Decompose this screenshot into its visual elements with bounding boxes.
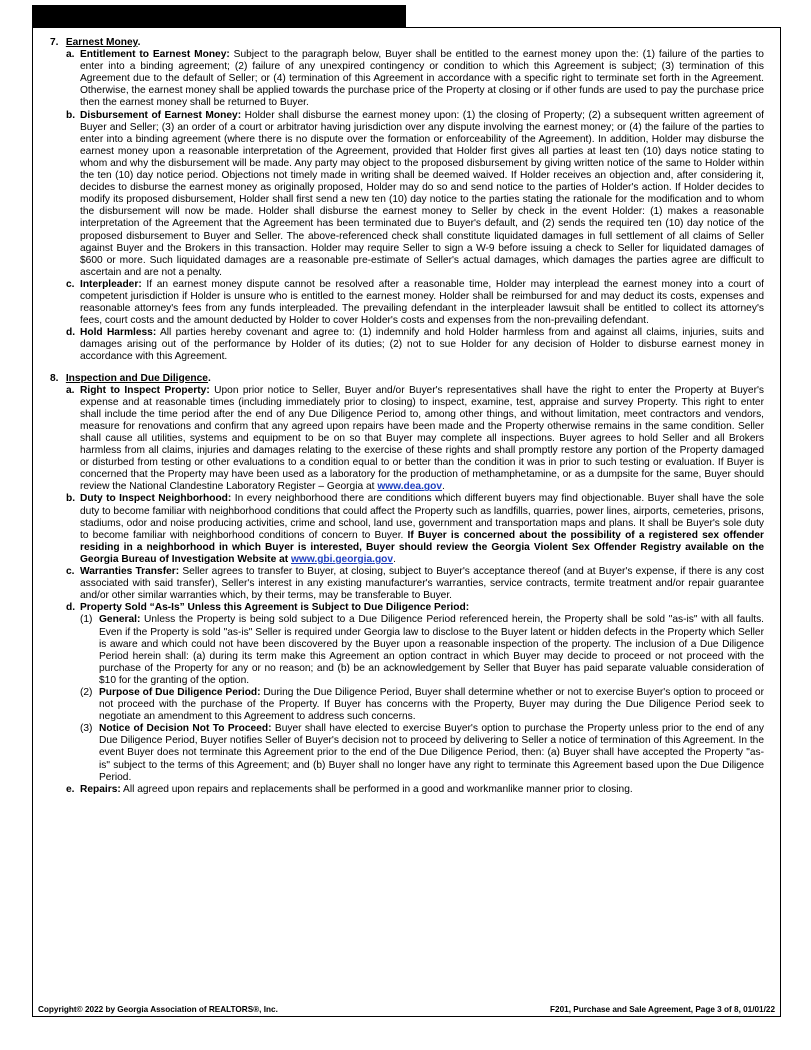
item-label: a. xyxy=(66,384,75,396)
item-heading: Duty to Inspect Neighborhood: xyxy=(80,493,232,505)
item-text: All agreed upon repairs and replacements shall be performed in a good and workmanlike manner prior to closing. xyxy=(123,783,633,795)
sub-label: (3) xyxy=(80,723,93,735)
paragraph-8b: b. Duty to Inspect Neighborhood: In every neighborhood there are conditions which different buyers may find objectionable. Buyer shall have the sole duty to become familiar with neighborhood conditions that could affect the Property such as landfills, quarries, power lines, airports, cemeteries, prisons, stadiums, odor and noise producing activities, crime and school, land use, government and transportation maps and plans. It shall be Buyer's sole duty to become familiar with neighborhood conditions of concern to Buyer. If Buyer is concerned about the possibility of a registered sex offender residing in a neighborhood in which Buyer is interested, Buyer should review the Georgia Violent Sex Offender Registry available on the Georgia Bureau of Investigation Website at www.gbi.georgia.gov. xyxy=(66,493,765,565)
item-text: Subject to the paragraph below, Buyer shall be entitled to the earnest money upon the: (1) failure of the parties to enter into a binding agreement; (2) failure of any unexpired contingency or condition to which this Agreement is subject; (3) termination of this Agreement due to the default of Seller; or (4) termination of this Agreement in accordance with a specific right to terminate set forth in the Agreement. Otherwise, the earnest money shall be applied towards the purchase price of the Property at closing or if other funds are used to pay the purchase price then the earnest money shall be returned to Buyer. xyxy=(80,49,764,109)
item-heading: Interpleader: xyxy=(80,278,142,290)
item-label: b. xyxy=(66,109,76,121)
sub-text: During the Due Diligence Period, Buyer shall determine whether or not to exercise Buyer's option to proceed or not proceed with the purchase of the Property. If Buyer has concerns with the Property, Buyer may during the Due Diligence Period seek to negotiate an amendment to this Agreement to address such concerns. xyxy=(99,686,764,723)
section-heading: 8. Inspection and Due Diligence. xyxy=(50,372,211,384)
item-text: In every neighborhood there are conditions which different buyers may find objectionable. Buyer shall have the sole duty to become familiar with neighborhood conditions that could affect the Property such as landfills, quarries, power lines, airports, cemeteries, prisons, stadiums, odor and noise producing activities, crime and school, land use, government and transportation maps and plans. It shall be Buyer's sole duty to become familiar with neighborhood conditions of concern to Buyer. xyxy=(80,493,765,541)
item-text: If an earnest money dispute cannot be resolved after a reasonable time, Holder may interplead the earnest money into a court of competent jurisdiction if Holder is unsure who is entitled to the earnest money. Holder shall be reimbursed for and may deduct its costs, expenses and reasonable attorney's fees from any funds interpleaded. The prevailing defendant in the interpleader lawsuit shall be entitled to collect its attorney's fees, court costs and the amount deducted by Holder to cover Holder's costs and expenses from the non-prevailing defendant. xyxy=(80,278,764,327)
section-number: 7. xyxy=(50,37,59,48)
section-inspection xyxy=(48,373,764,796)
section-title: Inspection and Due Diligence xyxy=(65,372,208,384)
item-label: a. xyxy=(66,49,75,61)
sub-label: (2) xyxy=(80,686,93,698)
section-heading: 7. Earnest Money. xyxy=(50,37,141,48)
subparagraph-8d-2 xyxy=(80,687,764,723)
sub-heading: General: xyxy=(99,614,141,626)
section-earnest-money xyxy=(48,37,764,364)
paragraph-8a: a. Right to Inspect Property: Upon prior notice to Seller, Buyer and/or Buyer's representatives shall have the right to enter the Property at Buyer's expense and at reasonable times (including immediately prior to closing) to inspect, examine, test, appraise and survey Property. This right to enter shall include the time period after the end of any Due Diligence Period to, among other things, and without limitation, meet contractors and vendors, measure for renovations and confirm that any agreed upon repairs have been made and the Property otherwise remains in the same condition. Seller shall cause all utilities, systems and equipment to be on so that Buyer may complete all inspections. Buyer agrees to hold Seller and all Brokers harmless from all claims, injuries and damages relating to the exercise of these rights and shall promptly restore any portion of the Property damaged or disturbed from testing or other evaluations to a condition equal to or better than the condition it was in prior to such testing or evaluation. If Buyer is concerned that the Property may have been used as a laboratory for the production of methamphetamine, or as a dumpsite for the same, Buyer should review the National Clandestine Laboratory Register – Georgia at www.dea.gov. xyxy=(66,384,764,493)
paragraph-8c xyxy=(66,566,764,602)
paragraph-7b xyxy=(66,110,764,279)
item-text: All parties hereby covenant and agree to: (1) indemnify and hold Holder harmless from and against all claims, injuries, suits and damages arising out of the performance by Holder of its duties; (2) not to sue Holder for any decision of Holder to disburse earnest money in accordance with this Agreement. xyxy=(80,327,764,363)
item-label: c. xyxy=(66,566,75,578)
item-bold-text: If Buyer is concerned about the possibility of a registered sex offender residing in a neighborhood in which Buyer is interested, Buyer should review the Georgia Violent Sex Offender Registry available on the Georgia Bureau of Investigation Website at xyxy=(80,529,764,565)
page-content xyxy=(48,37,764,801)
item-label: e. xyxy=(66,783,75,795)
item-label: d. xyxy=(66,327,76,339)
item-text: Seller agrees to transfer to Buyer, at closing, subject to Buyer's acceptance thereof (and at Buyer's expense, if there is any cost associated with said transfer), Seller's interest in any existing manufacturer's warranties, service contracts, termite treatment and/or repair guarantee and/or other similar warranties which, by their terms, may be transferable to Buyer. xyxy=(80,566,765,602)
gbi-georgia-gov-link[interactable]: www.gbi.georgia.gov xyxy=(290,553,394,565)
item-label: b. xyxy=(66,493,76,505)
sub-text: Unless the Property is being sold subject to a Due Diligence Period referenced herein, the Property shall be sold "as-is" with all faults. Even if the Property is sold "as-is" Seller is required under Georgia law to disclose to the Buyer latent or hidden defects in the Property which Seller is aware and which could not have been discovered by the Buyer upon a reasonable inspection of the property. The inclusion of a Due Diligence Period herein shall: (a) during its term make this Agreement an option contract in which Buyer may decide to proceed or not proceed with the purchase of the Property for any or no reason; and (b) be an acknowledgement by Seller that Buyer has paid separate valuable consideration of $10 for the granting of the option. xyxy=(99,614,764,686)
paragraph-7d xyxy=(66,327,764,363)
item-heading: Disbursement of Earnest Money: xyxy=(80,109,242,121)
paragraph-7c xyxy=(66,279,764,327)
subparagraph-8d-3 xyxy=(80,723,764,783)
item-heading: Warranties Transfer: xyxy=(80,566,180,578)
item-label: d. xyxy=(66,602,76,614)
item-heading: Hold Harmless: xyxy=(80,327,157,339)
item-heading: Right to Inspect Property: xyxy=(80,384,210,396)
paragraph-8d xyxy=(66,602,764,783)
dea-gov-link[interactable]: www.dea.gov xyxy=(377,481,443,493)
item-text: Upon prior notice to Seller, Buyer and/or Buyer's representatives shall have the right to enter the Property at Buyer's expense and at reasonable times (including immediately prior to closing) to inspect, examine, test, appraise and survey Property. This right to enter shall include the time period after the end of any Due Diligence Period to, among other things, and without limitation, meet contractors and vendors, measure for renovations and confirm that any agreed upon repairs have been made and the Property otherwise remains in the same condition. Seller shall cause all utilities, systems and equipment to be on so that Buyer may complete all inspections. Buyer agrees to hold Seller and all Brokers harmless from all claims, injuries and damages relating to the exercise of these rights and shall promptly restore any portion of the Property damaged or disturbed from testing or other evaluations to a condition equal to or better than the condition it was in prior to such testing or evaluation. If Buyer is concerned that the Property may have been used as a laboratory for the production of methamphetamine, or as a dumpsite for the same, Buyer should review the National Clandestine Laboratory Register – Georgia at xyxy=(80,384,764,493)
footer-copyright: Copyright© 2022 by Georgia Association of REALTORS®, Inc. xyxy=(38,1005,278,1014)
footer-form-info: F201, Purchase and Sale Agreement, Page 3 of 8, 01/01/22 xyxy=(550,1005,775,1014)
item-heading: Repairs: xyxy=(80,783,121,795)
redaction-bar xyxy=(32,5,406,27)
item-text: Holder shall disburse the earnest money upon: (1) the closing of Property; (2) a subsequent written agreement of Buyer and Seller; (3) an order of a court or arbitrator having jurisdiction over any dispute involving the earnest money; or (4) the failure of the parties to enter into a binding agreement (where there is no dispute over the formation or enforceability of the Agreement). In addition, Holder may disburse the earnest money upon a reasonable interpretation of the Agreement, provided that Holder first gives all parties at least ten (10) days notice stating to whom and why the disbursement will be made. Any party may object to the proposed disbursement by giving written notice of the same to Holder within the ten (10) day notice period. Objections not timely made in writing shall be deemed waived. If Holder receives an objection and, after considering it, decides to disburse the earnest money as originally proposed, Holder may do so and send notice to the parties of Holder's action. If Holder decides to modify its proposed disbursement, Holder shall first send a new ten (10) day notice to the parties stating the rationale for the modification and to whom the disbursement will now be made. Holder shall disburse the earnest money to Seller by check in the event Holder: (1) makes a reasonable interpretation of the Agreement that the Agreement has been terminated due to Buyer's default, and (2) sends the required ten (10) day notice of the proposed disbursement to Buyer and Seller. The above-referenced check shall constitute liquidated damages in full settlement of all claims of Seller against Buyer and the Brokers in this transaction. Holder may require Seller to sign a W-9 before issuing a check to Seller for liquidated damages of $600 or more. Such liquidated damages are a reasonable pre-estimate of Seller's actual damages, which damages the parties agree are difficult to ascertain and are not a penalty. xyxy=(80,109,764,278)
page-frame xyxy=(32,27,781,1017)
subparagraph-8d-1 xyxy=(80,614,764,687)
sub-text: Buyer shall have elected to exercise Buyer's option to purchase the Property unless prior to the end of any Due Diligence Period, Buyer notifies Seller of Buyer's decision not to proceed by delivering to Seller a notice of termination of this Agreement. In the event Buyer does not terminate this Agreement prior to the end of the Due Diligence Period, then: (a) Buyer shall have accepted the Property "as-is" subject to the terms of this Agreement; and (b) Buyer shall no longer have any right to terminate this Agreement based upon the Due Diligence Period. xyxy=(99,723,764,783)
sub-label: (1) xyxy=(80,614,93,626)
section-title: Earnest Money xyxy=(65,37,138,48)
sub-heading: Purpose of Due Diligence Period: xyxy=(99,686,261,698)
item-heading: Property Sold “As-Is” Unless this Agreement is Subject to Due Diligence Period: xyxy=(80,602,470,614)
item-heading: Entitlement to Earnest Money: xyxy=(80,49,230,61)
sub-heading: Notice of Decision Not To Proceed: xyxy=(99,723,272,735)
item-label: c. xyxy=(66,278,75,290)
paragraph-8e xyxy=(66,784,764,796)
section-number: 8. xyxy=(50,372,59,384)
paragraph-7a xyxy=(66,49,764,109)
